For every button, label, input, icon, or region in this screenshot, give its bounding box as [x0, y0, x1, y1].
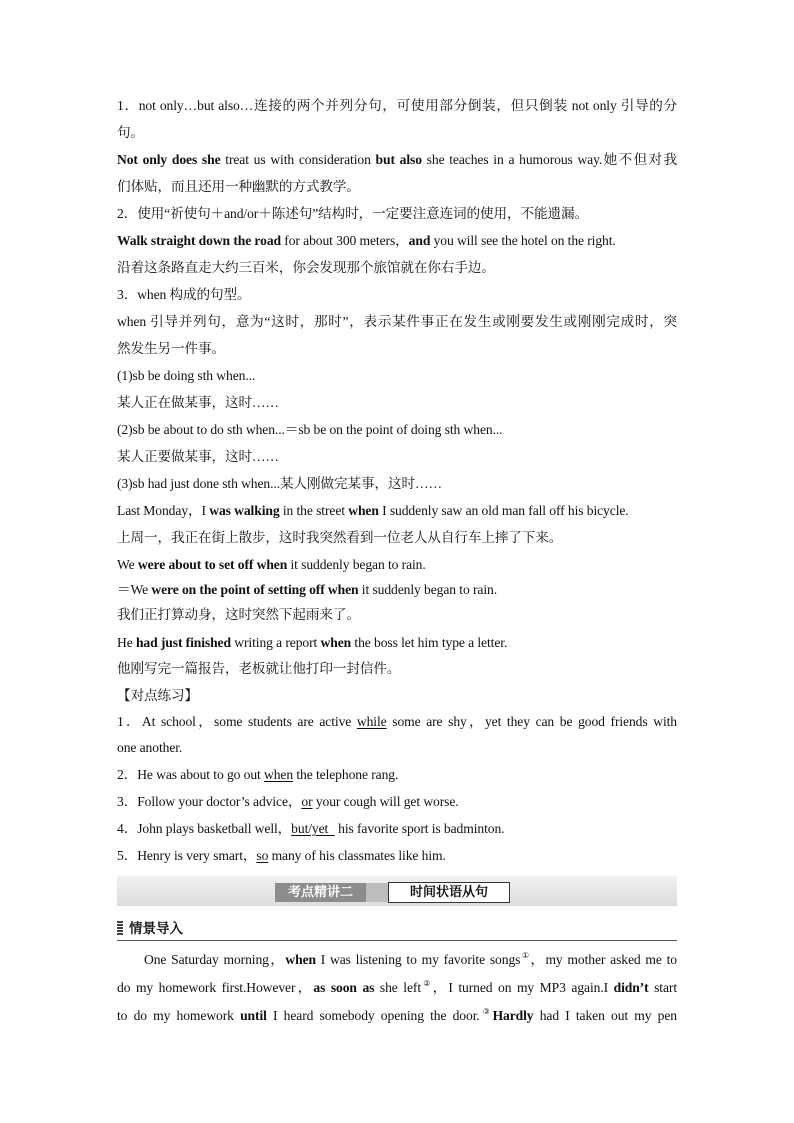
- text-run: the telephone rang.: [293, 767, 399, 782]
- answer-blank: when: [264, 767, 294, 782]
- text-run: had I taken out my pen: [533, 1008, 677, 1023]
- text-run: ，my mother asked me to: [530, 952, 678, 967]
- footnote-marker: ①: [520, 951, 531, 960]
- text-run: I heard somebody opening the door.: [266, 1008, 480, 1023]
- text-run: your cough will get worse.: [312, 794, 459, 809]
- bold-phrase: Walk straight down the road: [117, 233, 281, 248]
- practice-item-2: [117, 766, 677, 784]
- text-run: Last Monday，I: [117, 503, 210, 518]
- practice-item-1-cont: one another.: [117, 740, 183, 755]
- bold-phrase: Hardly: [492, 1008, 534, 1023]
- bold-phrase: didn’t: [613, 980, 649, 995]
- story-line-3: [117, 1007, 677, 1025]
- footnote-marker: ③: [479, 1007, 493, 1016]
- text-run: He: [117, 635, 136, 650]
- bold-phrase: when: [348, 503, 379, 518]
- text-run: I was listening to my favorite songs: [315, 952, 521, 967]
- bold-phrase: when: [320, 635, 352, 650]
- text-run: ，I turned on my MP3 again.I: [432, 980, 614, 995]
- example-not-only: [117, 151, 677, 169]
- bold-phrase: had just finished: [135, 635, 231, 650]
- text-run: treat us with consideration: [220, 152, 376, 167]
- example-set-off-translation: 我们正打算动身，这时突然下起雨来了。: [117, 607, 360, 622]
- story-line-2: [117, 979, 677, 997]
- text-run: to do my homework: [117, 1008, 241, 1023]
- heading-marker-icon: [117, 921, 123, 936]
- bold-phrase: was walking: [209, 503, 280, 518]
- bold-phrase: until: [240, 1008, 267, 1023]
- text-run: she left: [374, 980, 421, 995]
- practice-item-3: [117, 793, 677, 811]
- text-run: you will see the hotel on the right.: [430, 233, 616, 248]
- text-run: 5．Henry is very smart，: [117, 848, 257, 863]
- practice-item-5: [117, 847, 677, 865]
- example-walking-translation: 上周一，我正在街上散步，这时我突然看到一位老人从自行车上摔了下来。: [117, 530, 563, 545]
- answer-blank: or: [301, 794, 313, 809]
- practice-item-4: [117, 820, 677, 838]
- pattern-3: (3)sb had just done sth when...某人刚做完某事，这时……: [117, 476, 442, 491]
- bold-phrase: were on the point of setting off when: [151, 582, 359, 597]
- banner-label: 考点精讲二: [275, 883, 366, 902]
- practice-item-1: [117, 713, 677, 731]
- section-heading: [117, 918, 677, 941]
- bold-phrase: were about to set off when: [137, 557, 288, 572]
- text-run: she teaches in a humorous way.她不但对我: [421, 152, 677, 167]
- example-finished-translation: 他刚写完一篇报告，老板就让他打印一封信件。: [117, 661, 401, 676]
- answer-blank: so: [256, 848, 269, 863]
- example-finished: [117, 634, 677, 652]
- example-set-off: [117, 556, 677, 574]
- text-run: 4．John plays basketball well，: [117, 821, 292, 836]
- pattern-1-translation: 某人正在做某事，这时……: [117, 395, 279, 410]
- rule-3-explanation: when 引导并列句，意为“这时，那时”，表示某件事正在发生或刚要发生或刚刚完成时，突: [117, 314, 677, 329]
- story-line-1: [117, 951, 677, 969]
- example-walk: [117, 232, 677, 250]
- text-run: ＝We: [117, 582, 152, 597]
- bold-phrase: Not only does she: [117, 152, 221, 167]
- text-run: 3．Follow your doctor’s advice，: [117, 794, 302, 809]
- example-walk-translation: 沿着这条路直走大约三百米，你会发现那个旅馆就在你右手边。: [117, 260, 495, 275]
- text-run: for about 300 meters，: [280, 233, 409, 248]
- pattern-2: (2)sb be about to do sth when...＝sb be on the point of doing sth when...: [117, 422, 503, 437]
- example-walking: [117, 502, 677, 520]
- pattern-1: (1)sb be doing sth when...: [117, 368, 256, 383]
- text-run: many of his classmates like him.: [268, 848, 446, 863]
- rule-3-explanation-cont: 然发生另一件事。: [117, 341, 225, 356]
- text-run: some are shy，yet they can be good friends with: [386, 714, 677, 729]
- text-run: writing a report: [230, 635, 321, 650]
- rule-3-line: 3．when 构成的句型。: [117, 287, 251, 302]
- answer-blank: while: [356, 714, 387, 729]
- bold-phrase: when: [285, 952, 316, 967]
- example-point-of: [117, 581, 677, 599]
- bold-phrase: as soon as: [313, 980, 375, 995]
- answer-blank: but/yet: [291, 821, 335, 836]
- footnote-marker: ②: [421, 979, 433, 988]
- text-run: start: [648, 980, 677, 995]
- banner-title: 时间状语从句: [388, 882, 510, 903]
- text-run: in the street: [279, 503, 349, 518]
- text-run: his favorite sport is badminton.: [334, 821, 505, 836]
- text-run: the boss let him type a letter.: [351, 635, 508, 650]
- section-title: 情景导入: [129, 921, 183, 937]
- rule-2-line: 2．使用“祈使句＋and/or＋陈述句”结构时，一定要注意连词的使用，不能遗漏。: [117, 206, 588, 221]
- bold-phrase: and: [408, 233, 431, 248]
- text-run: it suddenly began to rain.: [358, 582, 497, 597]
- practice-heading: 【对点练习】: [117, 688, 198, 703]
- text-run: 2．He was about to go out: [117, 767, 265, 782]
- section-banner: [117, 876, 677, 906]
- bold-phrase: but also: [375, 152, 422, 167]
- text-run: it suddenly began to rain.: [287, 557, 426, 572]
- rule-1-line: 1．not only…but also…连接的两个并列分句，可使用部分倒装，但只倒装 not only 引导的分: [117, 98, 677, 113]
- text-run: We: [117, 557, 138, 572]
- banner-divider: [366, 883, 388, 902]
- text-run: One Saturday morning，: [144, 952, 286, 967]
- pattern-2-translation: 某人正要做某事，这时……: [117, 449, 279, 464]
- example-not-only-cont: 们体贴，而且还用一种幽默的方式教学。: [117, 179, 360, 194]
- text-run: 1．At school，some students are active: [117, 714, 357, 729]
- rule-1-line-cont: 句。: [117, 125, 144, 140]
- text-run: do my homework first.However，: [117, 980, 314, 995]
- text-run: I suddenly saw an old man fall off his bicycle.: [378, 503, 629, 518]
